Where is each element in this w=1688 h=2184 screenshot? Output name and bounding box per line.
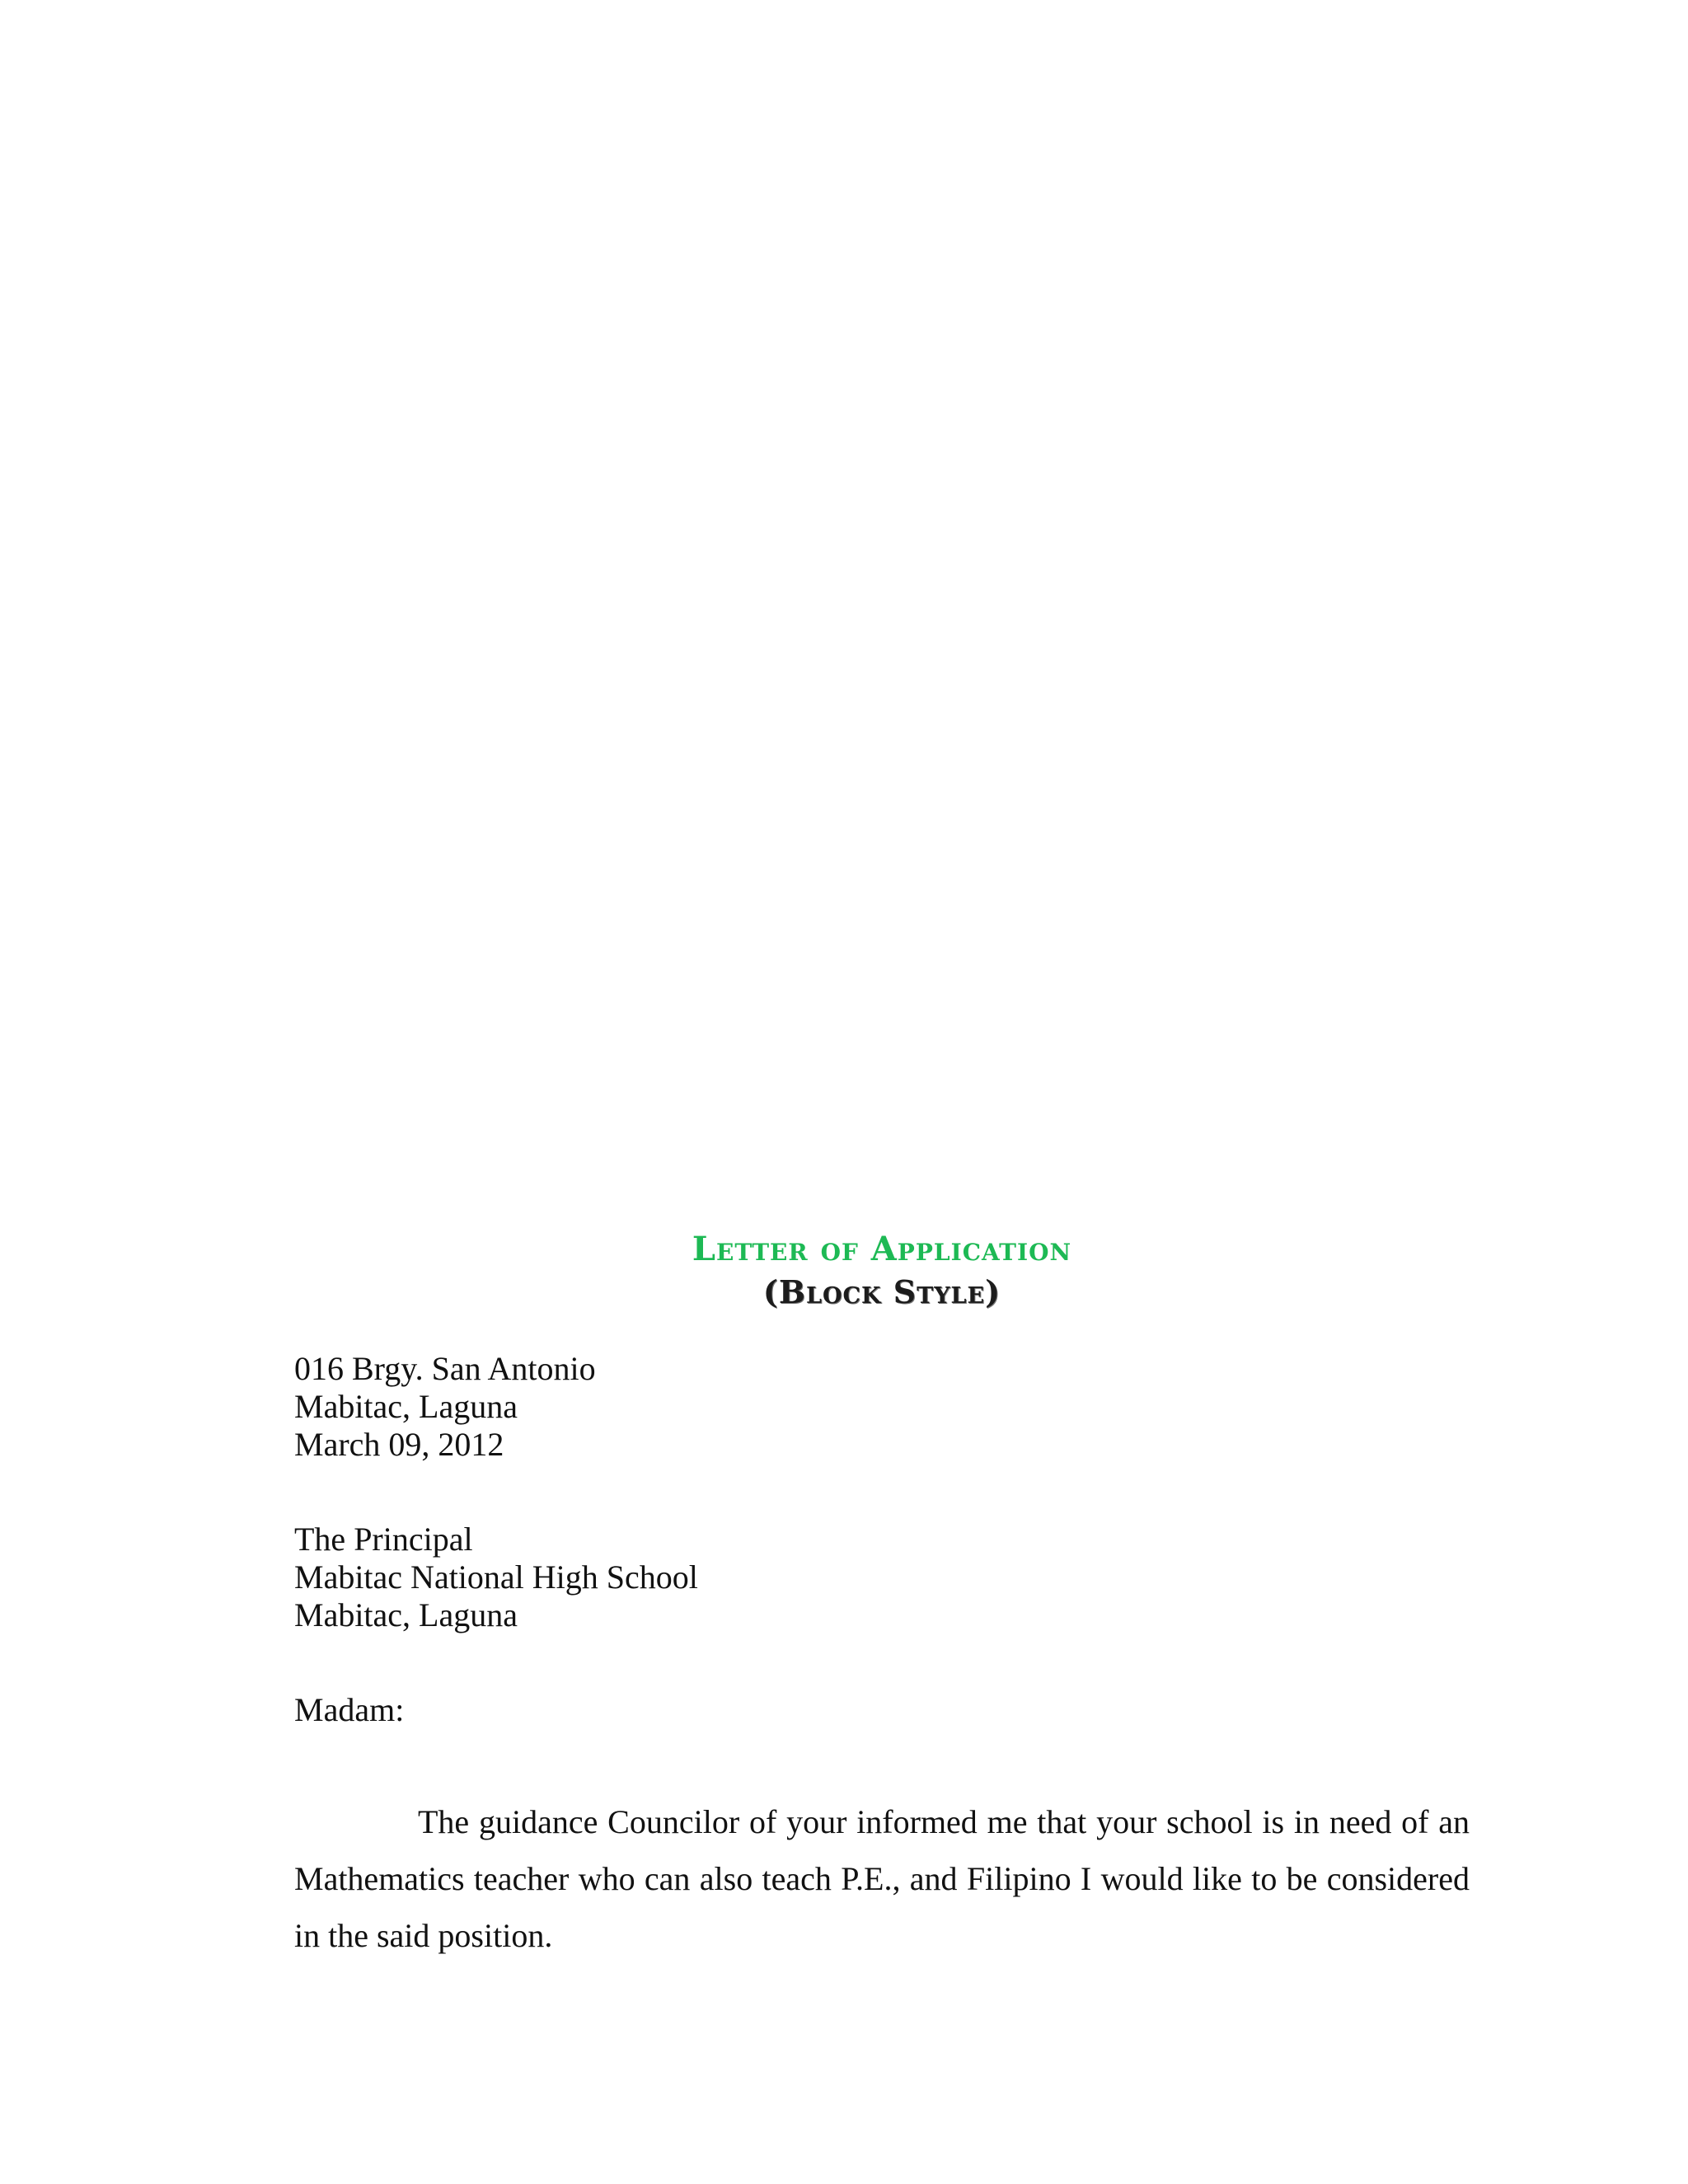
body-paragraph: The guidance Councilor of your informed me that your school is in need of an Mathematics teacher who can also teach P.E., and Filipino I would like to be considered in the said position.	[294, 1803, 1470, 1954]
letter-subtitle: (Block Style)	[762, 1273, 1001, 1310]
sender-address-line-1: 016 Brgy. San Antonio	[294, 1350, 596, 1387]
sender-address-line-2: Mabitac, Laguna	[294, 1388, 518, 1425]
sender-address	[294, 1350, 1470, 1464]
letter-date: March 09, 2012	[294, 1426, 504, 1463]
letter-title: Letter of Application	[692, 1230, 1072, 1268]
recipient-line-3: Mabitac, Laguna	[294, 1596, 518, 1633]
recipient-line-1: The Principal	[294, 1521, 473, 1558]
salutation: Madam:	[294, 1691, 405, 1728]
letter-heading	[294, 1228, 1470, 1314]
letter	[294, 1228, 1470, 1997]
recipient-line-2: Mabitac National High School	[294, 1558, 698, 1596]
recipient-address	[294, 1521, 1470, 1634]
